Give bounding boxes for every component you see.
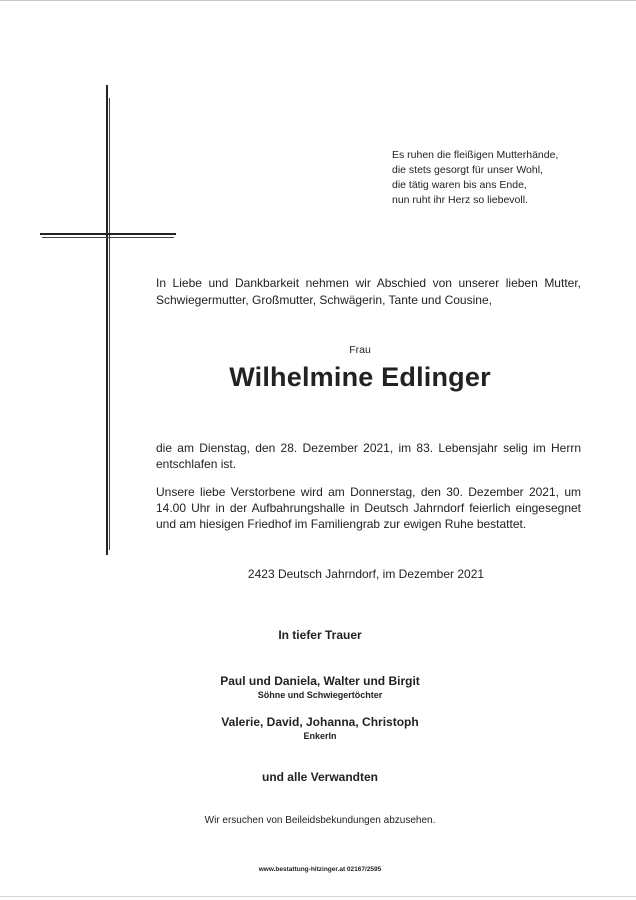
place-date: 2423 Deutsch Jahrndorf, im Dezember 2021 bbox=[247, 567, 485, 581]
mourning-heading: In tiefer Trauer bbox=[278, 628, 362, 642]
death-notice: die am Dienstag, den 28. Dezember 2021, im 83. Lebensjahr selig im Herrn entschlafen ist. bbox=[156, 441, 581, 471]
bottom-border bbox=[0, 896, 636, 897]
condolence-request: Wir ersuchen von Beileidsbekundungen abzusehen. bbox=[204, 815, 436, 826]
top-border bbox=[0, 0, 636, 1]
salutation: Frau bbox=[349, 344, 371, 356]
deceased-name: Wilhelmine Edlinger bbox=[229, 362, 491, 392]
mourner-relation: Söhne und Schwiegertöchter bbox=[257, 690, 383, 700]
funeral-notice: Unsere liebe Verstorbene wird am Donnerstag, den 30. Dezember 2021, um 14.00 Uhr in der Aufbahrungshalle in Deutsch Jahrndorf feierlich eingesegnet und am hiesigen Friedhof im Familiengrab zur ewigen Ruhe bestattet. bbox=[156, 485, 581, 531]
poem-line: die tätig waren bis ans Ende, bbox=[392, 179, 527, 191]
mourner-names: Valerie, David, Johanna, Christoph bbox=[221, 715, 419, 729]
cross-vertical-line-inner bbox=[109, 98, 110, 550]
poem bbox=[392, 148, 592, 208]
cross-vertical-line bbox=[106, 85, 108, 555]
mourner-names: Paul und Daniela, Walter und Birgit bbox=[220, 674, 420, 688]
mourner-relation: EnkerIn bbox=[303, 731, 337, 741]
poem-line: nun ruht ihr Herz so liebevoll. bbox=[392, 194, 528, 206]
poem-line: die stets gesorgt für unser Wohl, bbox=[392, 164, 543, 176]
funeral-home-footer: www.bestattung-hitzinger.at 02167/2595 bbox=[258, 866, 382, 873]
cross-horizontal-line-inner bbox=[42, 237, 174, 238]
cross-horizontal-line bbox=[40, 233, 176, 235]
intro-text: In Liebe und Dankbarkeit nehmen wir Abschied von unserer lieben Mutter, Schwiegermutter, Großmutter, Schwägerin, Tante und Cousine, bbox=[156, 276, 581, 307]
poem-line: Es ruhen die fleißigen Mutterhände, bbox=[392, 149, 559, 161]
relatives: und alle Verwandten bbox=[261, 770, 379, 784]
